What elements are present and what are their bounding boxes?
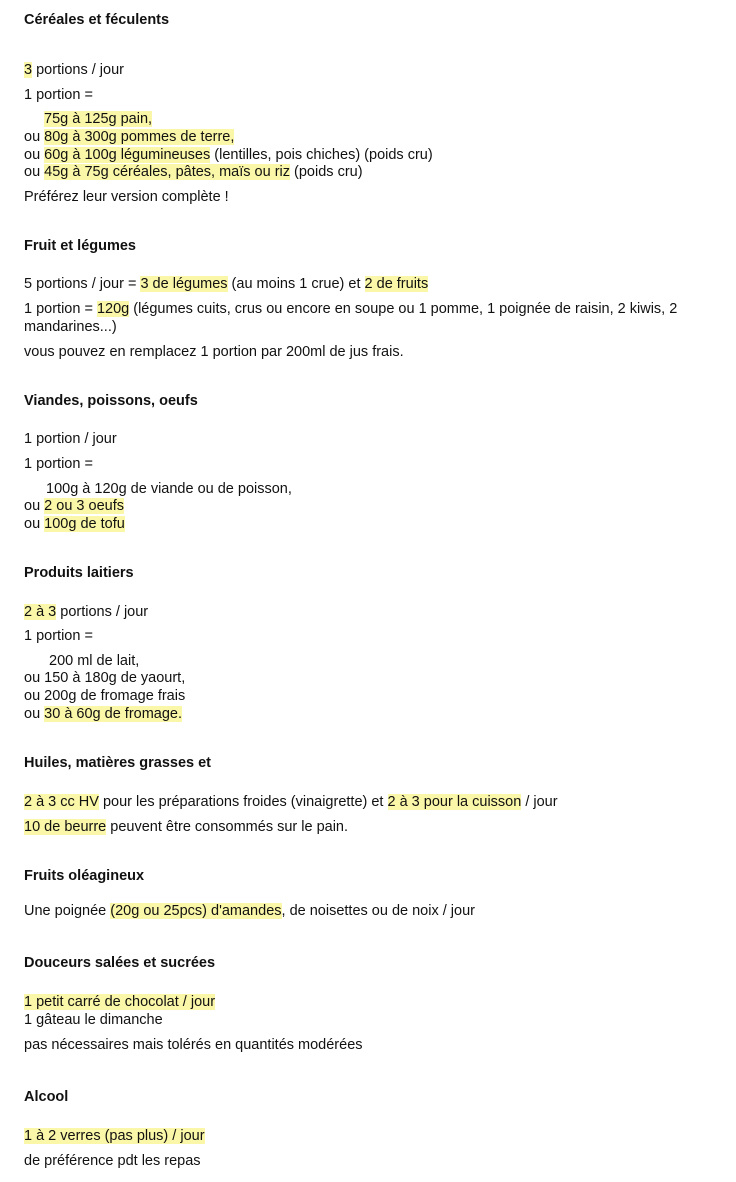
text: portions / jour bbox=[32, 62, 124, 78]
oleagineux-line bbox=[24, 902, 475, 920]
text: / jour bbox=[521, 794, 558, 810]
text: ou bbox=[24, 706, 45, 722]
laitiers-portions bbox=[24, 603, 148, 621]
laitiers-item: ou 200g de fromage frais bbox=[24, 688, 186, 704]
highlight: 2 à 3 cc HV bbox=[24, 794, 99, 810]
section-title-oleagineux: Fruits oléagineux bbox=[24, 868, 145, 884]
text: , de noisettes ou de noix / jour bbox=[281, 903, 475, 919]
text: (lentilles, pois chiches) (poids cru) bbox=[210, 147, 433, 163]
text: (légumes cuits, crus ou encore en soupe ou 1 pomme, 1 poignée de raisin, 2 kiwis, 2 mandarines...) bbox=[24, 301, 678, 335]
highlight: 2 de fruits bbox=[364, 276, 429, 292]
laitiers-item: 200 ml de lait, bbox=[49, 653, 140, 669]
section-title-alcool: Alcool bbox=[24, 1089, 69, 1105]
text: ou bbox=[24, 498, 45, 514]
alcool-verres bbox=[24, 1127, 205, 1145]
highlight: 60g à 100g légumineuses bbox=[44, 147, 211, 163]
laitiers-item bbox=[24, 705, 182, 723]
viandes-portion-def: 1 portion = bbox=[24, 456, 93, 472]
highlight: 1 à 2 verres (pas plus) / jour bbox=[24, 1128, 205, 1144]
laitiers-item: ou 150 à 180g de yaourt, bbox=[24, 670, 186, 686]
section-title-huiles: Huiles, matières grasses et bbox=[24, 755, 211, 771]
viandes-item bbox=[24, 497, 124, 515]
text: portions / jour bbox=[56, 604, 149, 620]
text: 1 portion = bbox=[24, 301, 97, 317]
text: peuvent être consommés sur le pain. bbox=[106, 819, 349, 835]
text: ou bbox=[24, 516, 45, 532]
highlight: 75g à 125g pain, bbox=[44, 111, 153, 127]
highlight: 3 bbox=[24, 62, 33, 78]
douceurs-gateau: 1 gâteau le dimanche bbox=[24, 1012, 163, 1028]
huiles-beurre bbox=[24, 818, 348, 836]
douceurs-note: pas nécessaires mais tolérés en quantités modérées bbox=[24, 1037, 363, 1053]
cereales-portions bbox=[24, 61, 124, 79]
section-title-douceurs: Douceurs salées et sucrées bbox=[24, 955, 216, 971]
viandes-portions: 1 portion / jour bbox=[24, 431, 117, 447]
viandes-item bbox=[24, 515, 125, 533]
text: Une poignée bbox=[24, 903, 111, 919]
highlight: 2 à 3 bbox=[24, 604, 57, 620]
highlight: 100g de tofu bbox=[44, 516, 125, 532]
laitiers-portion-def: 1 portion = bbox=[24, 628, 93, 644]
highlight: 30 à 60g de fromage. bbox=[44, 706, 183, 722]
cereales-portion-def: 1 portion = bbox=[24, 87, 93, 103]
cereales-item bbox=[24, 163, 363, 181]
highlight: 1 petit carré de chocolat / jour bbox=[24, 994, 216, 1010]
cereales-item bbox=[44, 110, 152, 128]
highlight: 3 de légumes bbox=[140, 276, 228, 292]
section-title-viandes: Viandes, poissons, oeufs bbox=[24, 393, 198, 409]
text: ou bbox=[24, 129, 45, 145]
cereales-item bbox=[24, 146, 433, 164]
fruits-note: vous pouvez en remplacez 1 portion par 200ml de jus frais. bbox=[24, 344, 404, 360]
fruits-portions bbox=[24, 275, 428, 293]
highlight: 45g à 75g céréales, pâtes, maïs ou riz bbox=[44, 164, 291, 180]
alcool-note: de préférence pdt les repas bbox=[24, 1153, 201, 1169]
section-title-cereales: Céréales et féculents bbox=[24, 12, 170, 28]
highlight: 2 ou 3 oeufs bbox=[44, 498, 124, 514]
cereales-item bbox=[24, 128, 234, 146]
text: ou bbox=[24, 147, 45, 163]
section-title-fruits: Fruit et légumes bbox=[24, 238, 136, 254]
text: pour les préparations froides (vinaigrette) et bbox=[98, 794, 388, 810]
huiles-cc bbox=[24, 793, 558, 811]
highlight: 2 à 3 pour la cuisson bbox=[387, 794, 522, 810]
fruits-portion-def bbox=[24, 300, 724, 336]
highlight: (20g ou 25pcs) d'amandes bbox=[110, 903, 282, 919]
section-title-laitiers: Produits laitiers bbox=[24, 565, 134, 581]
highlight: 120g bbox=[96, 301, 130, 317]
text: (au moins 1 crue) et bbox=[227, 276, 365, 292]
cereales-note: Préférez leur version complète ! bbox=[24, 189, 229, 205]
highlight: 80g à 300g pommes de terre, bbox=[44, 129, 235, 145]
viandes-item: 100g à 120g de viande ou de poisson, bbox=[46, 481, 292, 497]
text: (poids cru) bbox=[290, 164, 363, 180]
highlight: 10 de beurre bbox=[24, 819, 107, 835]
text: 5 portions / jour = bbox=[24, 276, 141, 292]
douceurs-chocolat bbox=[24, 993, 215, 1011]
text: ou bbox=[24, 164, 45, 180]
